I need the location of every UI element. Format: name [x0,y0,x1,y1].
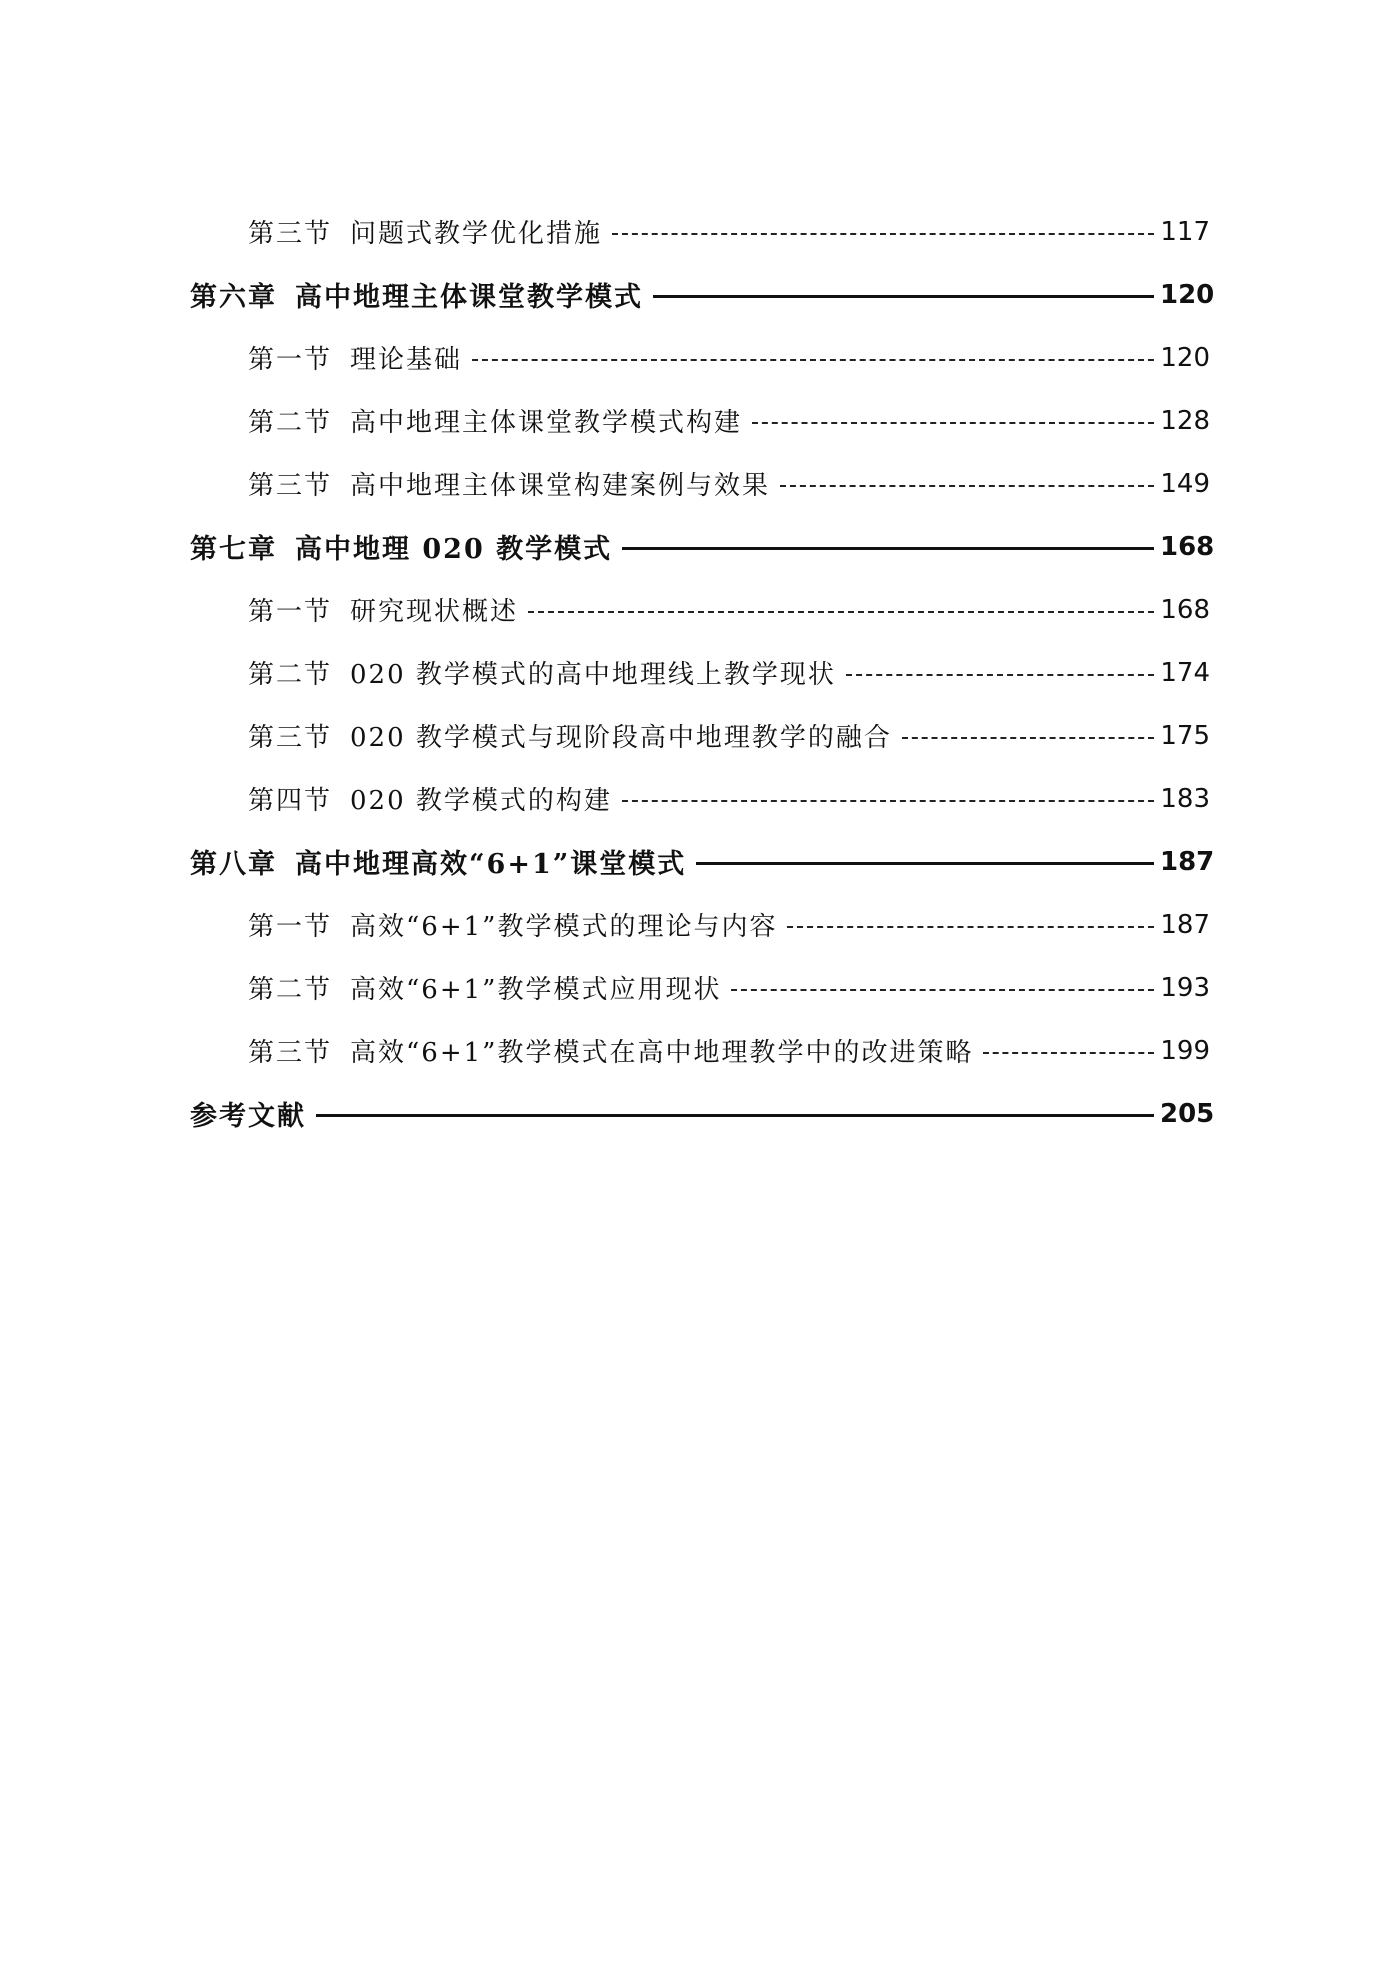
toc-entry-page: 187 [1160,909,1210,940]
toc-entry-page: 199 [1160,1035,1210,1066]
toc-entry-page: 193 [1160,972,1210,1003]
dot-leader [622,547,1154,550]
dot-leader [472,359,1154,361]
toc-entry-number: 第八章 [190,849,277,880]
toc-entry-title: 020 教学模式的高中地理线上教学现状 [350,660,836,690]
toc-entry[interactable] [190,893,1210,956]
toc-entry-label [190,527,612,566]
toc-entry[interactable] [190,1019,1210,1082]
toc-entry-label [190,842,686,881]
toc-entry-title: 高中地理主体课堂教学模式构建 [350,408,743,438]
toc-entry-number: 第四节 [248,786,333,816]
toc-entry-number: 第一节 [248,597,333,627]
toc-entry-number: 第二节 [248,408,333,438]
toc-entry[interactable] [190,578,1210,641]
toc-entry-label [248,402,742,439]
dot-leader [902,737,1154,739]
toc-entry-page: 183 [1160,783,1210,814]
dot-leader [983,1052,1154,1054]
dot-leader [653,295,1154,298]
toc-entry-page: 120 [1160,342,1210,373]
toc-entry-page: 205 [1160,1098,1215,1129]
toc-entry-label [248,465,770,502]
toc-entry-page: 117 [1160,216,1210,247]
toc-entry-number: 第二节 [248,660,333,690]
toc-entry[interactable] [190,767,1210,830]
toc-entry-label [248,906,777,943]
dot-leader [612,233,1154,235]
dot-leader [528,611,1154,613]
toc-entry[interactable] [190,704,1210,767]
toc-entry-title: 高效“6+1”教学模式应用现状 [350,975,722,1005]
toc-entry-number: 第二节 [248,975,333,1005]
toc-entry[interactable] [190,326,1210,389]
toc-entry-label [248,654,836,691]
toc-entry-title: 高效“6+1”教学模式在高中地理教学中的改进策略 [350,1038,974,1068]
toc-entry-label [190,275,643,314]
toc-entry-page: 128 [1160,405,1210,436]
toc-entry-number: 第三节 [248,1038,333,1068]
toc-entry-label [248,780,612,817]
toc-entry-label [248,213,602,250]
toc-entry-title: 问题式教学优化措施 [350,219,603,249]
toc-entry[interactable] [190,956,1210,1019]
table-of-contents [190,200,1215,1145]
toc-entry[interactable] [190,263,1215,326]
toc-entry-number: 第三节 [248,471,333,501]
toc-entry[interactable] [190,641,1210,704]
toc-entry-label [248,339,462,376]
toc-entry[interactable] [190,200,1210,263]
toc-entry-page: 168 [1160,594,1210,625]
toc-entry-label [248,717,892,754]
toc-entry-number: 第一节 [248,345,333,375]
toc-entry-label [248,591,518,628]
dot-leader [731,989,1154,991]
toc-entry-page: 187 [1160,846,1215,877]
toc-entry-number: 第六章 [190,282,277,313]
toc-entry-title: 高中地理主体课堂教学模式 [295,282,643,313]
toc-entry[interactable] [190,515,1215,578]
toc-entry-title: 高效“6+1”教学模式的理论与内容 [350,912,778,942]
toc-entry[interactable] [190,452,1210,515]
toc-entry-page: 149 [1160,468,1210,499]
dot-leader [787,926,1154,928]
toc-entry-title: 理论基础 [350,345,463,375]
toc-entry-title: 研究现状概述 [350,597,519,627]
dot-leader [780,485,1154,487]
toc-entry-title: 高中地理 020 教学模式 [295,534,613,565]
toc-entry-page: 175 [1160,720,1210,751]
toc-entry-title: 高中地理主体课堂构建案例与效果 [350,471,771,501]
dot-leader [846,674,1154,676]
toc-entry-label [190,1094,306,1133]
toc-entry[interactable] [190,389,1210,452]
toc-entry-label [248,969,721,1006]
dot-leader [696,862,1154,865]
toc-entry[interactable] [190,830,1215,893]
dot-leader [316,1114,1154,1117]
toc-entry-page: 168 [1160,531,1215,562]
toc-entry-title: 020 教学模式的构建 [350,786,612,816]
toc-entry-number: 第三节 [248,723,333,753]
toc-entry-number: 第一节 [248,912,333,942]
toc-entry-number: 第三节 [248,219,333,249]
dot-leader [622,800,1154,802]
dot-leader [752,422,1154,424]
toc-entry-label [248,1032,973,1069]
toc-entry-number: 第七章 [190,534,277,565]
toc-entry-title: 高中地理高效“6+1”课堂模式 [295,849,687,880]
toc-entry-page: 174 [1160,657,1210,688]
toc-entry[interactable] [190,1082,1215,1145]
toc-entry-title: 020 教学模式与现阶段高中地理教学的融合 [350,723,892,753]
toc-entry-page: 120 [1160,279,1215,310]
toc-entry-title: 参考文献 [190,1101,306,1132]
